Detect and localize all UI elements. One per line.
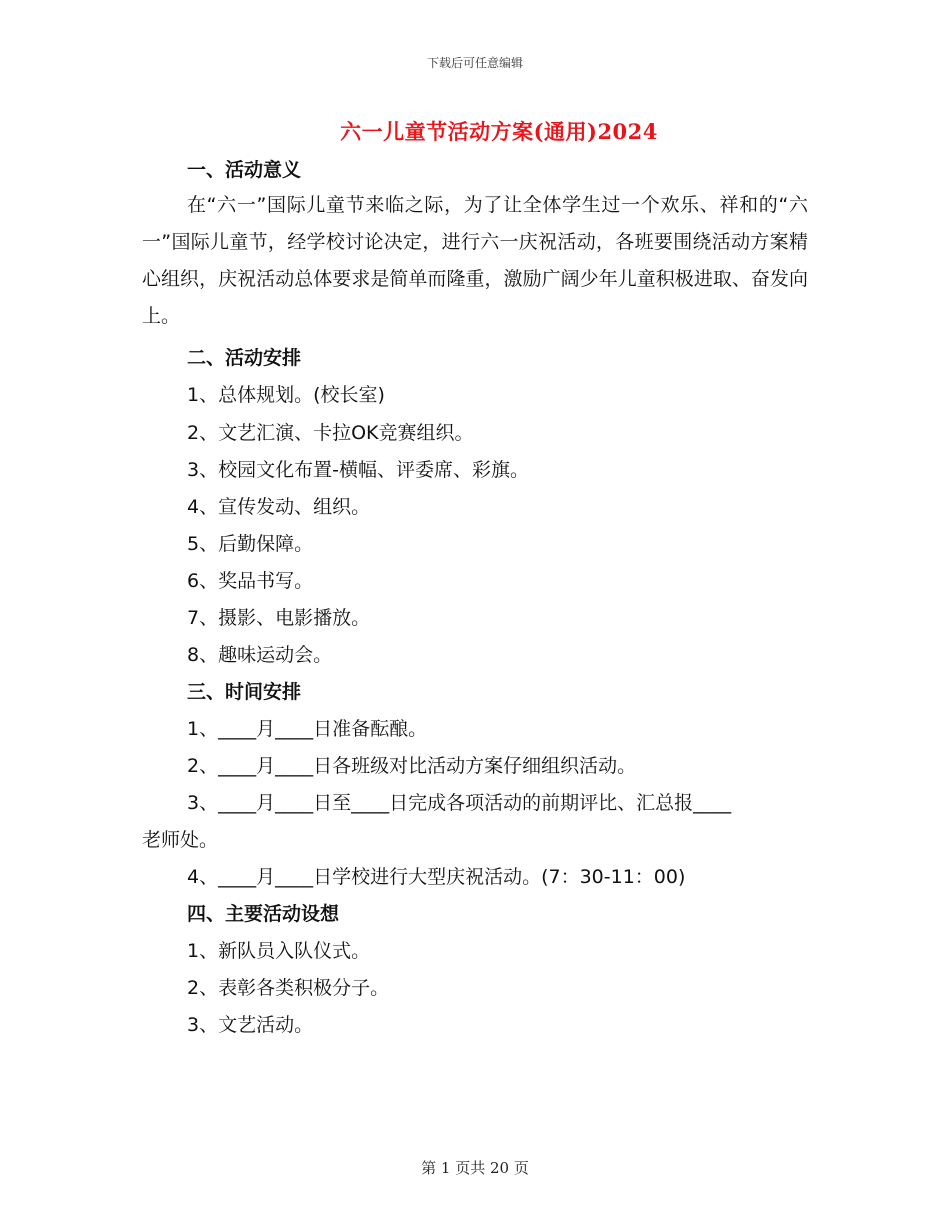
section-heading-4: 四、主要活动设想	[187, 903, 340, 925]
list-item: 2、表彰各类积极分子。	[187, 977, 390, 999]
list-item: 4、____月____日学校进行大型庆祝活动。(7：30-11：00)	[187, 866, 686, 888]
header-note: 下载后可任意编辑	[426, 56, 523, 70]
document-title: 六一儿童节活动方案(通用)2024	[340, 119, 658, 144]
section-heading-3: 三、时间安排	[187, 681, 302, 703]
list-item: 7、摄影、电影播放。	[187, 607, 371, 629]
list-item: 3、校园文化布置-横幅、评委席、彩旗。	[187, 459, 529, 481]
list-item: 4、宣传发动、组织。	[187, 496, 371, 518]
list-item: 5、后勤保障。	[187, 533, 314, 555]
list-item: 8、趣味运动会。	[187, 644, 333, 666]
list-item-continuation: 老师处。	[142, 829, 219, 851]
list-item: 6、奖品书写。	[187, 570, 314, 592]
section-heading-2: 二、活动安排	[187, 347, 302, 369]
list-item: 2、____月____日各班级对比活动方案仔细组织活动。	[187, 755, 637, 777]
list-item: 1、总体规划。(校长室)	[187, 384, 385, 406]
list-item: 2、文艺汇演、卡拉OK竞赛组织。	[187, 422, 474, 444]
list-item: 1、____月____日准备酝酿。	[187, 718, 428, 740]
list-item: 3、____月____日至____日完成各项活动的前期评比、汇总报____	[187, 792, 732, 814]
page-footer: 第 1 页共 20 页	[421, 1159, 529, 1177]
section-paragraph-1: 在“六一”国际儿童节来临之际，为了让全体学生过一个欢乐、祥和的“六一”国际儿童节，经学校讨论决定，进行六一庆祝活动，各班要围绕活动方案精心组织，庆祝活动总体要求是简单而隆重，激励广阔少年儿童积极进取、奋发向上。	[142, 194, 808, 327]
section-heading-1: 一、活动意义	[187, 159, 302, 181]
list-item: 3、文艺活动。	[187, 1014, 314, 1036]
list-item: 1、新队员入队仪式。	[187, 940, 371, 962]
